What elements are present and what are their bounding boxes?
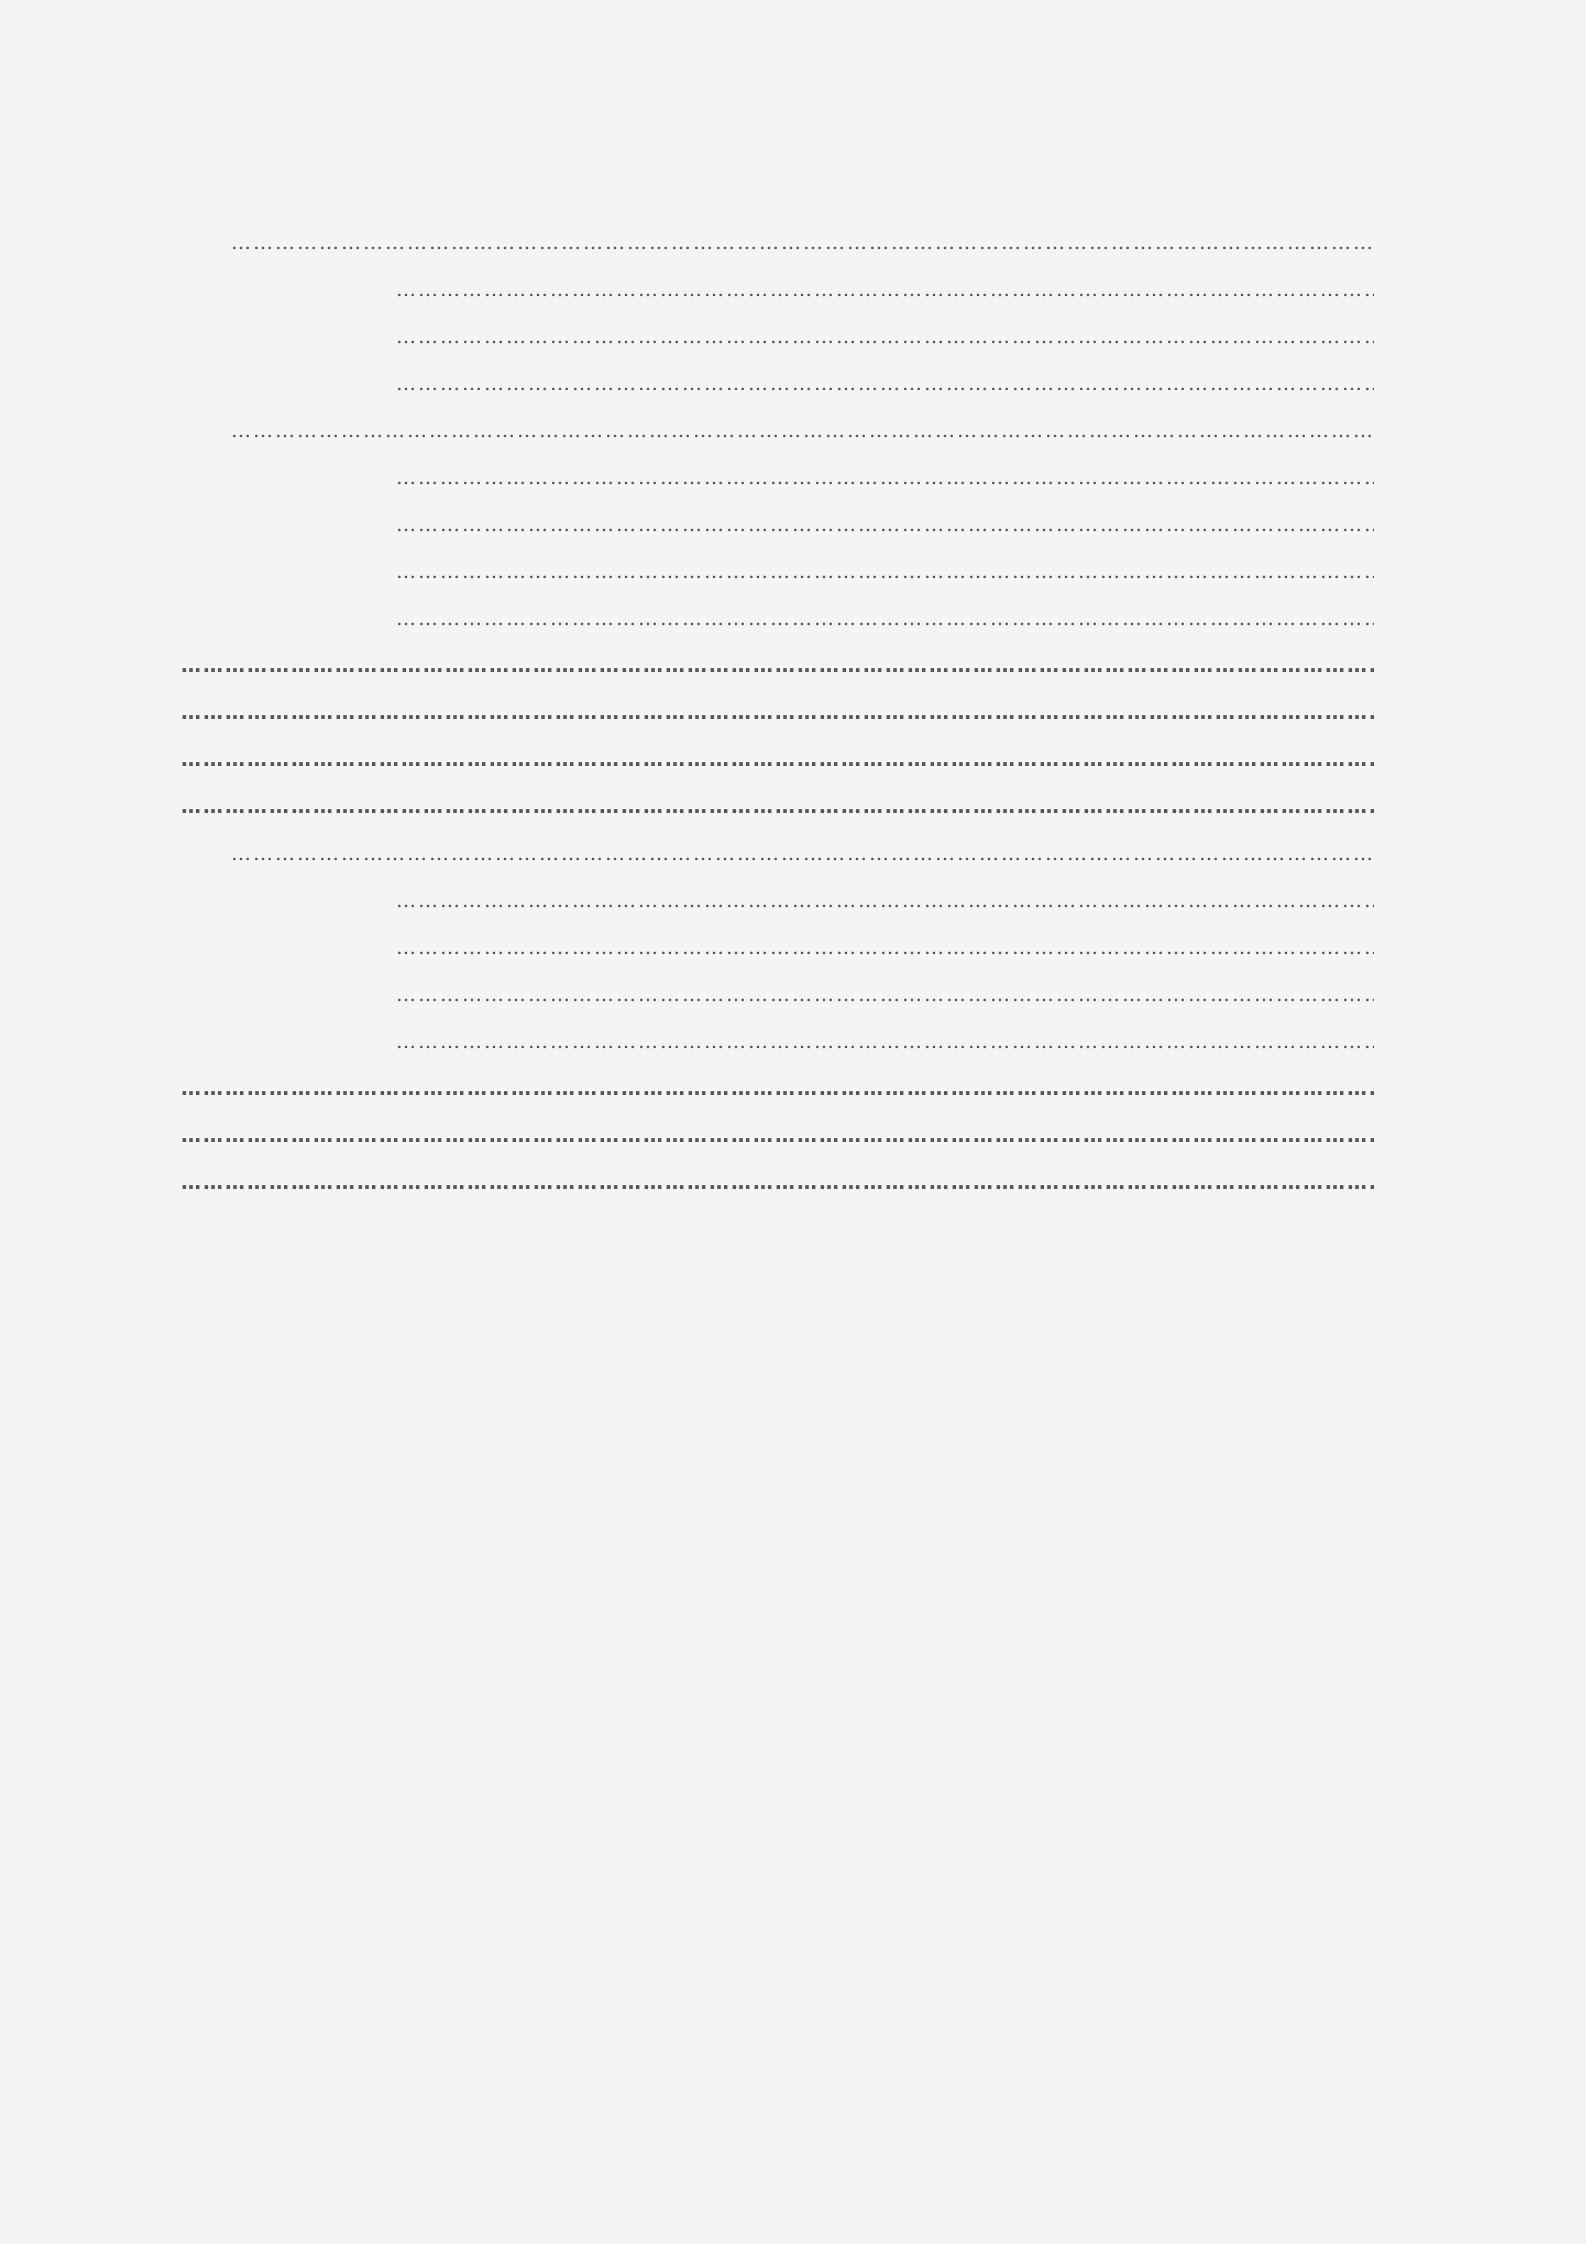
toc-section-row[interactable] <box>0 830 1586 877</box>
leader-dots <box>396 266 1374 313</box>
leader-dots <box>396 877 1374 924</box>
leader-dots <box>396 454 1374 501</box>
leader-dots <box>231 219 1374 266</box>
toc-lesson-row[interactable] <box>0 924 1586 971</box>
toc-bold-row[interactable] <box>0 1112 1586 1159</box>
leader-dots <box>181 1065 1374 1112</box>
leader-dots <box>396 548 1374 595</box>
chapter-title <box>0 145 1586 189</box>
leader-dots <box>231 407 1374 454</box>
toc-lesson-row[interactable] <box>0 266 1586 313</box>
toc-bold-row[interactable] <box>0 1159 1586 1206</box>
leader-dots <box>396 924 1374 971</box>
leader-dots <box>231 830 1374 877</box>
toc-lesson-row[interactable] <box>0 454 1586 501</box>
toc-lesson-row[interactable] <box>0 877 1586 924</box>
leader-dots <box>181 1159 1374 1206</box>
toc-bold-row[interactable] <box>0 689 1586 736</box>
leader-dots <box>396 971 1374 1018</box>
leader-dots <box>181 642 1374 689</box>
leader-dots <box>181 783 1374 830</box>
toc-bold-row[interactable] <box>0 783 1586 830</box>
toc-lesson-row[interactable] <box>0 360 1586 407</box>
toc-lesson-row[interactable] <box>0 548 1586 595</box>
leader-dots <box>181 1112 1374 1159</box>
toc-bold-row[interactable] <box>0 1065 1586 1112</box>
toc-lesson-row[interactable] <box>0 971 1586 1018</box>
toc-lesson-row[interactable] <box>0 595 1586 642</box>
toc-lesson-row[interactable] <box>0 313 1586 360</box>
leader-dots <box>396 313 1374 360</box>
toc-lesson-row[interactable] <box>0 1018 1586 1065</box>
leader-dots <box>396 501 1374 548</box>
toc-section-row[interactable] <box>0 219 1586 266</box>
leader-dots <box>181 736 1374 783</box>
leader-dots <box>396 1018 1374 1065</box>
leader-dots <box>181 689 1374 736</box>
toc-section-row[interactable] <box>0 407 1586 454</box>
toc-lesson-row[interactable] <box>0 501 1586 548</box>
leader-dots <box>396 595 1374 642</box>
toc-bold-row[interactable] <box>0 642 1586 689</box>
leader-dots <box>396 360 1374 407</box>
toc-bold-row[interactable] <box>0 736 1586 783</box>
